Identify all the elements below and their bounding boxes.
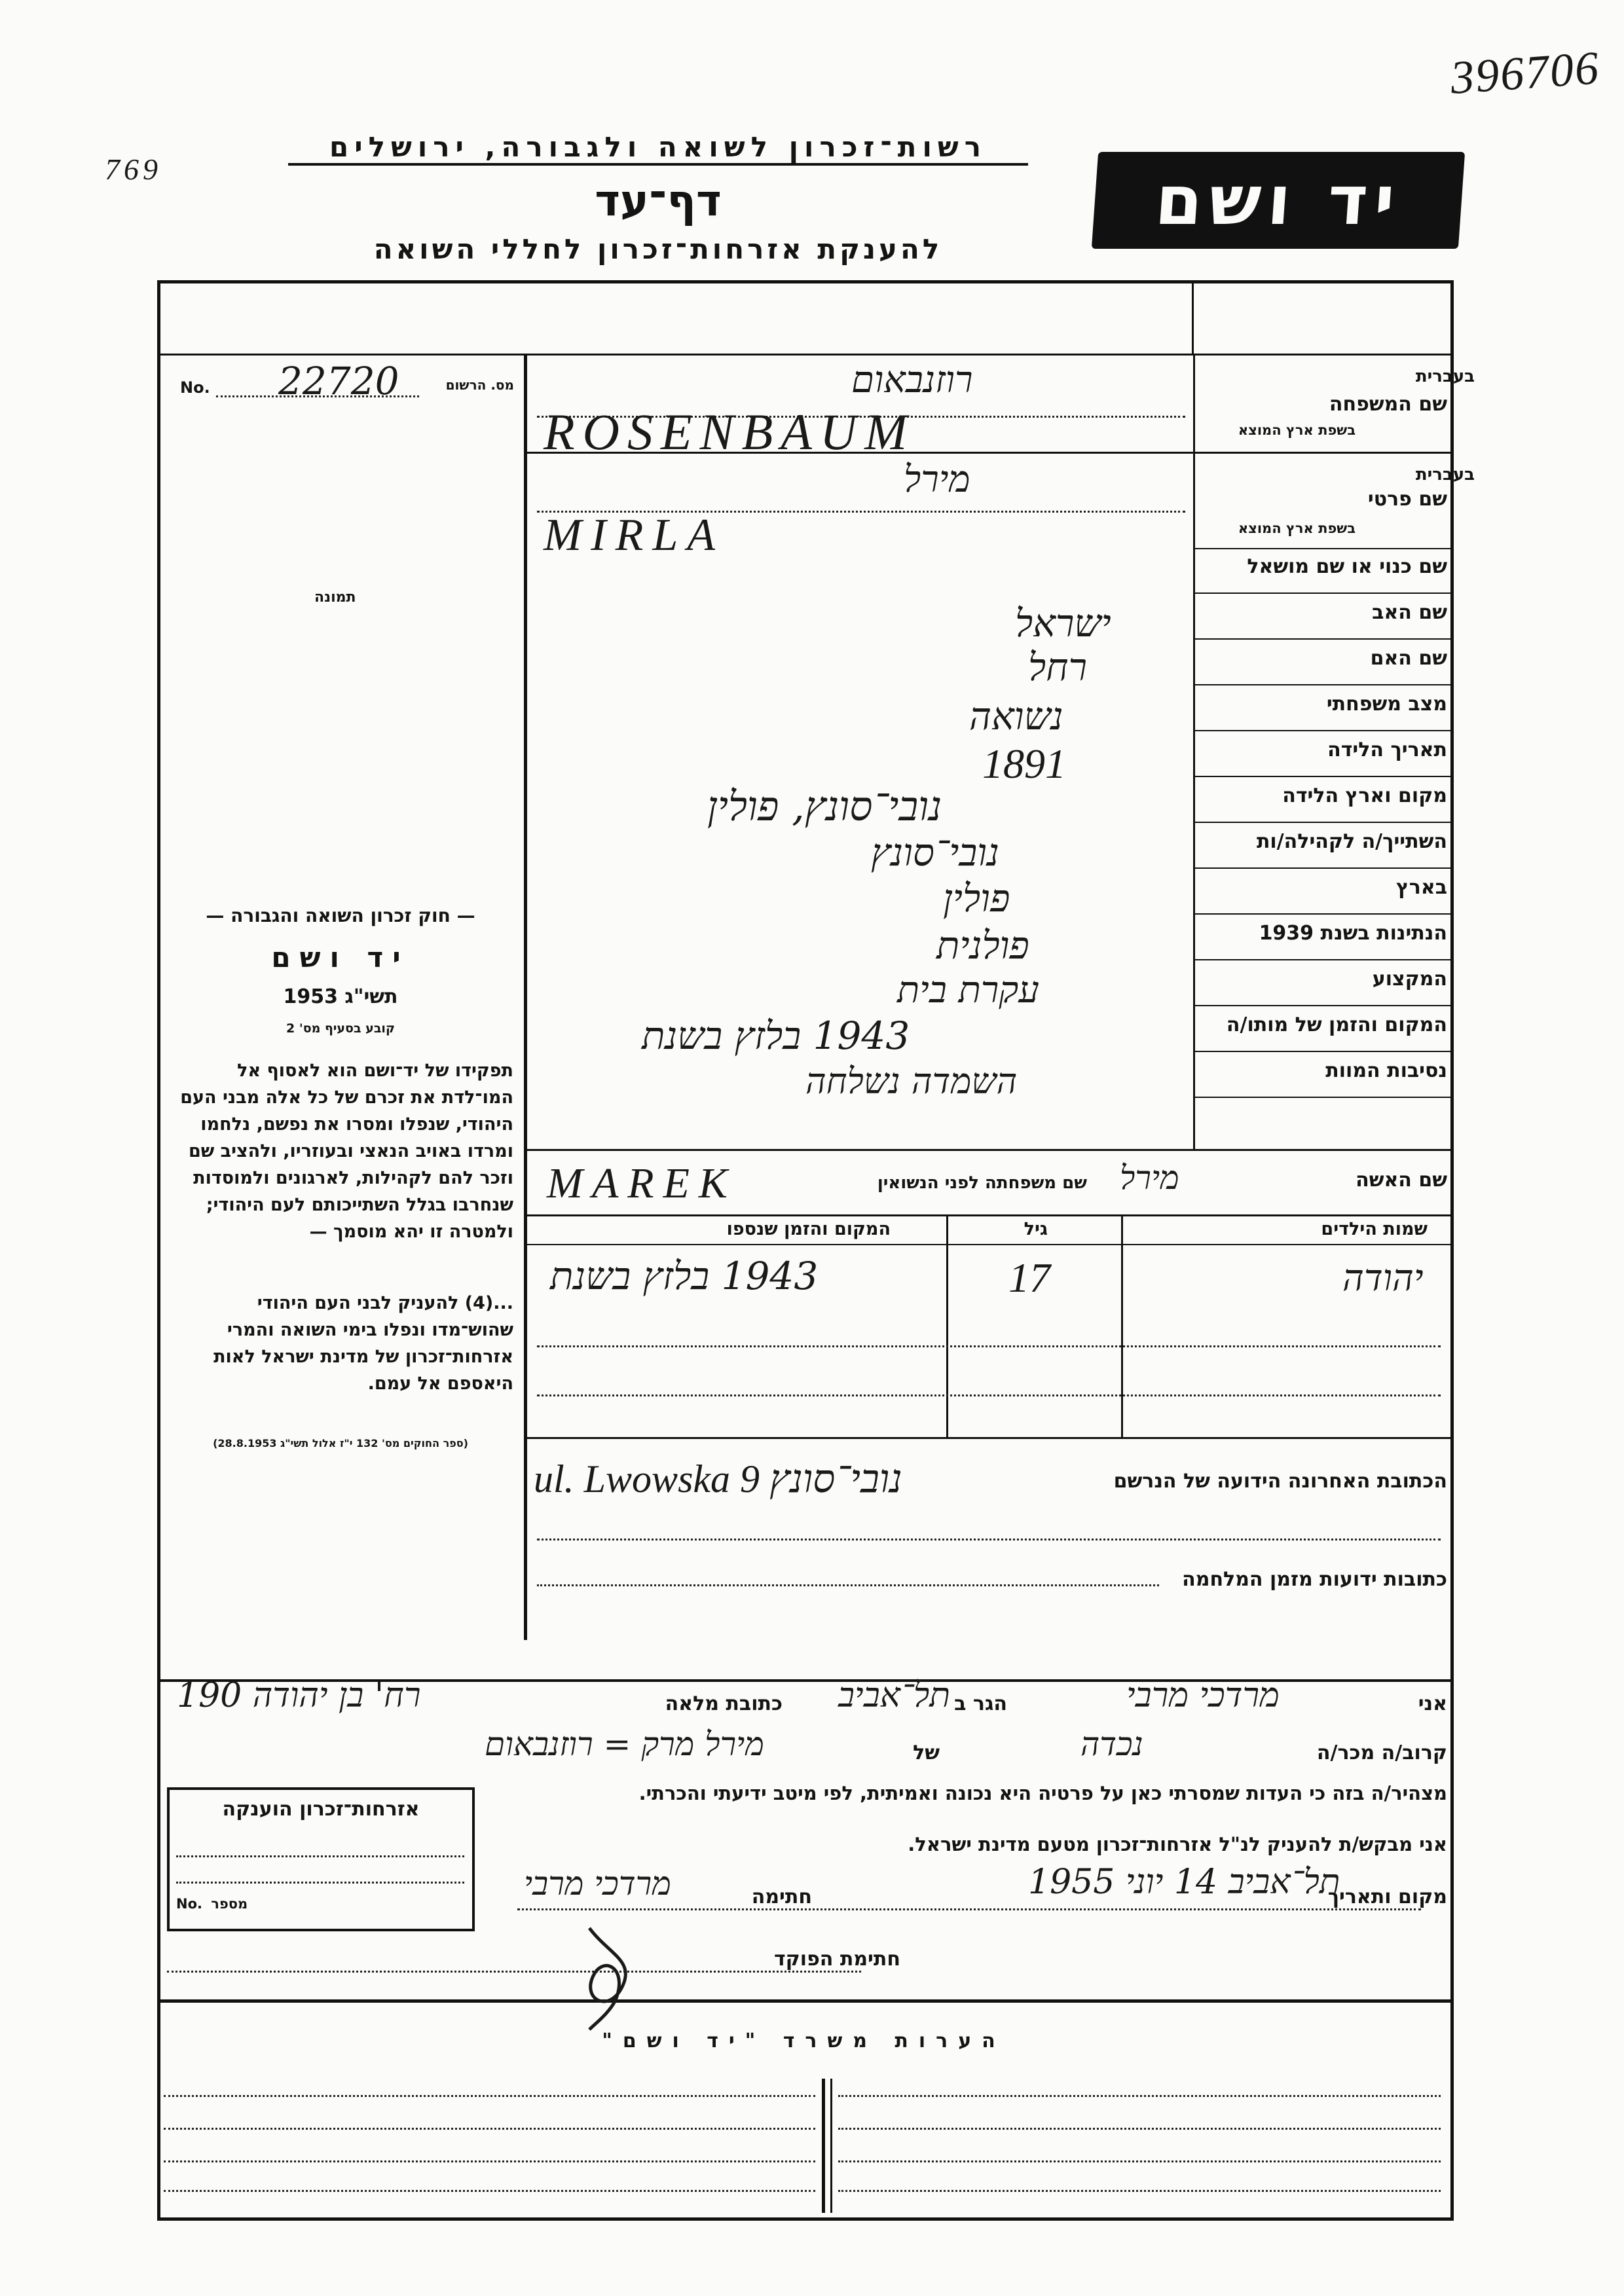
last-address-value[interactable]: ul. Lwowska 9 נובי־סונץ — [534, 1457, 902, 1501]
wartime-addresses-label: כתובות ידועות מזמן המלחמה — [1182, 1568, 1447, 1591]
profession-value[interactable]: עקרת בית — [897, 969, 1039, 1011]
decl-of-label: של — [913, 1741, 940, 1764]
decl-signature-label: חתימה — [751, 1886, 812, 1908]
first-name-origin[interactable]: MIRLA — [544, 510, 725, 560]
page-subtitle: להענקת אזרחות־זכרון לחללי השואה — [373, 233, 943, 265]
nickname-label: שם כנוי או שם מושאל — [1247, 555, 1447, 578]
wife-name-label: שם האשה — [1356, 1169, 1447, 1192]
registration-no-prefix: No. — [180, 378, 210, 397]
yad-vashem-logo — [1092, 152, 1465, 249]
declarant-relation-of[interactable]: מירל מרק = רוזנבאום — [485, 1725, 764, 1763]
photo-label: תמונה — [314, 589, 356, 606]
decl-signature-value[interactable]: מרדכי מרבי — [524, 1865, 671, 1903]
registration-number: 22720 — [278, 359, 399, 403]
declarant-address[interactable]: רח' בן יהודה 190 — [177, 1676, 421, 1715]
citizenship-box-title: אזרחות־זכרון הוענקה — [222, 1798, 420, 1821]
origin-lang-label-2: בשפת ארץ המוצא — [1238, 520, 1356, 536]
citizenship-value[interactable]: פולנית — [936, 923, 1029, 968]
office-notes-title: הערות משרד "יד ושם" — [602, 2030, 1006, 2052]
mother-name-value[interactable]: רחל — [1028, 645, 1087, 689]
declarant-city[interactable]: תל־אביב — [838, 1676, 950, 1715]
wife-maiden-name-value[interactable]: MAREK — [547, 1159, 737, 1207]
law-title: — חוק זכרון השואה והגבורה — — [206, 905, 475, 926]
law-year: תשי"ג 1953 — [283, 985, 398, 1008]
registration-label: מס. הרשום — [445, 377, 514, 393]
children-names-label: שמות הילדים — [1321, 1219, 1428, 1239]
decl-lives-in-label: הגר ב — [954, 1692, 1007, 1715]
in-hebrew-label-1: בעברית — [1415, 367, 1475, 386]
family-name-hebrew[interactable]: רוזנבאום — [851, 359, 973, 401]
citizenship-1939-label: הנתינות בשנת 1939 — [1259, 922, 1447, 945]
birth-place-value[interactable]: נובי־סונץ, פולין — [707, 782, 942, 830]
first-name-label: שם פרטי — [1367, 488, 1447, 511]
family-name-origin[interactable]: ROSENBAUM — [544, 403, 915, 460]
citizenship-box-no: No. — [176, 1896, 202, 1912]
father-name-label: שם האב — [1372, 601, 1447, 624]
authority-name: רשות־זכרון לשואה ולגבורה, ירושלים — [288, 131, 1028, 166]
death-circumstances-label: נסיבות המוות — [1325, 1059, 1447, 1082]
declarant-name[interactable]: מרדכי מרבי — [1126, 1676, 1280, 1715]
birth-place-label: מקום וארץ הלידה — [1282, 784, 1447, 807]
marital-status-value[interactable]: נשואה — [969, 694, 1063, 738]
death-place-time-label: המקום והזמן של מותו/ה — [1226, 1013, 1447, 1036]
decl-address-label: כתובת מלאה — [665, 1692, 783, 1715]
community-label: השתייך/ה לקהילה/ות — [1256, 830, 1447, 853]
law-source: (ספר החוקים מס' 132 י"ז אלול תשי"ג 28.8.1953) — [213, 1437, 468, 1449]
law-name: יד ושם — [271, 941, 410, 974]
child-age-value[interactable]: 17 — [1008, 1254, 1050, 1301]
decl-i-label: אני — [1418, 1692, 1447, 1715]
country-label: בארץ — [1395, 876, 1447, 899]
last-address-label: הכתובת האחרונה הידועה של הנרשם — [1113, 1470, 1447, 1493]
decl-place-date-value[interactable]: תל־אביב 14 יוני 1955 — [1028, 1863, 1340, 1902]
decl-relation-label: קרוב/ה מכר/ה — [1316, 1741, 1447, 1764]
age-label: גיל — [1024, 1219, 1048, 1239]
decl-statement-line: מצהיר/ה בזה כי העדות שמסרתי כאן על פרטיה היא נכונה ואמיתית, לפי מיטב ידיעתי והכרתי. — [638, 1782, 1447, 1804]
child-place-time-value[interactable]: 1943 בלזץ בשנת — [550, 1254, 819, 1298]
officer-signature-label: חתימת הפוקד — [774, 1948, 900, 1971]
declarant-relation[interactable]: נכדה — [1080, 1725, 1143, 1763]
decl-place-date-label: מקום ותאריך — [1327, 1886, 1447, 1908]
wife-first-name-value[interactable]: מירל — [1120, 1159, 1179, 1197]
place-time-perished-label: המקום והזמן שנספו — [726, 1219, 891, 1239]
death-place-time-value[interactable]: 1943 בלזץ בשנת — [642, 1013, 910, 1058]
profession-label: המקצוע — [1372, 968, 1447, 991]
birth-year-value[interactable]: 1891 — [982, 740, 1066, 787]
registration-field[interactable] — [177, 359, 514, 405]
citizenship-granted-box — [167, 1787, 475, 1931]
page-number: 769 — [105, 153, 162, 186]
country-value[interactable]: פולין — [943, 876, 1010, 920]
community-value[interactable]: נובי־סונץ — [871, 830, 999, 875]
decl-request-line: אני מבקש/ת להעניק לנ"ל אזרחות־זכרון מטעם מדינת ישראל. — [908, 1833, 1447, 1855]
family-name-label: שם המשפחה — [1329, 393, 1447, 416]
officer-signature-scribble — [563, 1915, 655, 2033]
in-hebrew-label-2: בעברית — [1415, 465, 1475, 484]
archive-number: 396706 — [1449, 41, 1602, 104]
first-name-hebrew[interactable]: מירל — [904, 458, 970, 501]
law-paragraph-1: תפקידו של יד־ושם הוא לאסוף אל המו־לדת את זכרם של כל אלה מבני העם היהודי, שנפלו ומסרו את נפשם, נלחמו ומרדו באויב הנאצי ובעוזריו, ולהציב שם וזכר להם לקהילות, לארגונים ולמוסדות שנחרבו בגלל השתייכותם לעם היהודי; ולמטרה זו יהא מוסמך — — [180, 1061, 513, 1242]
logo-text: יד ושם — [1153, 160, 1404, 240]
mother-name-label: שם האם — [1370, 647, 1447, 670]
marital-status-label: מצב משפחתי — [1326, 693, 1447, 716]
child-name-value[interactable]: יהודה — [1342, 1257, 1424, 1300]
law-paragraph-2: ...(4) להעניק לבני העם היהודי שהוש־מדו ונפלו בימי השואה והמרי אזרחות־זכרון של מדינת ישראל לאות היאספם אל עמם. — [213, 1293, 513, 1394]
citizenship-box-number-label: מספר — [211, 1896, 248, 1912]
death-circumstances-value[interactable]: השמדה נשלחה — [805, 1061, 1018, 1102]
maiden-name-label: שם משפחתה לפני הנשואין — [877, 1173, 1087, 1193]
origin-lang-label-1: בשפת ארץ המוצא — [1238, 422, 1356, 438]
birth-date-label: תאריך הלידה — [1327, 738, 1447, 761]
law-clause: קובע בסעיף מס' 2 — [286, 1021, 395, 1036]
page-title: דף־עד — [595, 175, 722, 226]
father-name-value[interactable]: ישראל — [1015, 601, 1111, 646]
